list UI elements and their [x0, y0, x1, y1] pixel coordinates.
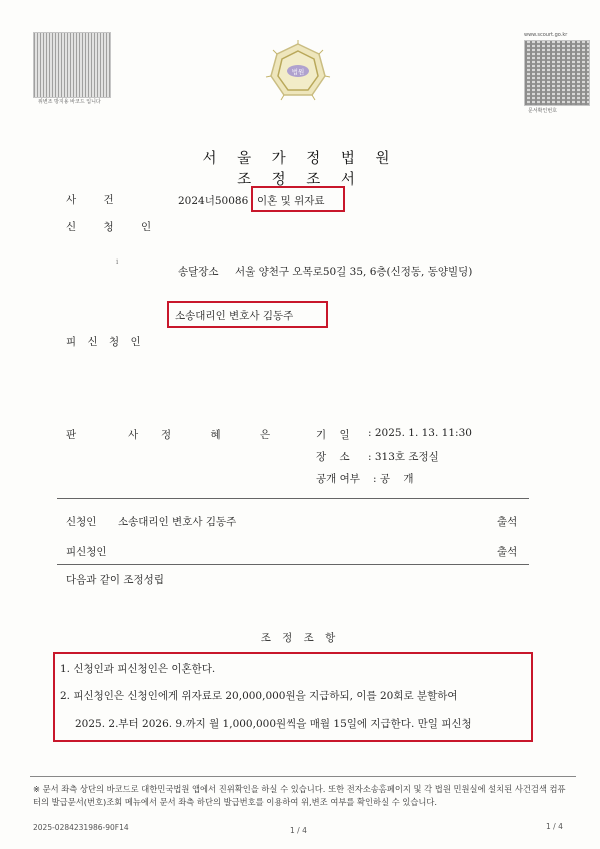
attendance-status: 출석 — [497, 516, 518, 528]
place-label: 장 소 — [316, 451, 350, 463]
attendance-party: 신청인 — [66, 516, 97, 528]
qr-caption: 문서확인번호 — [528, 108, 557, 114]
page-number: 1 / 4 — [290, 826, 307, 835]
barcode-caption: 위변조 방지용 바코드 입니다 — [38, 99, 101, 105]
case-title: 이혼 및 위자료 — [257, 195, 325, 207]
terms-heading: 조 정 조 항 — [260, 632, 340, 644]
judge-label: 판 — [66, 429, 77, 441]
emblem-text: 법원 — [291, 68, 305, 76]
document-qr-code — [524, 40, 590, 106]
authenticity-barcode — [33, 32, 111, 98]
place-value: : 313호 조정실 — [368, 451, 439, 463]
court-name: 서 울 가 정 법 원 — [202, 151, 398, 167]
delivery-address: 서울 양천구 오목로50길 35, 6층(신정동, 동양빌딩) — [235, 266, 473, 278]
divider — [57, 564, 529, 565]
delivery-label: 송달장소 — [178, 266, 219, 278]
judge-name: 정 혜 은 — [161, 429, 289, 441]
applicant-label: 신 청 인 — [66, 221, 164, 233]
footer-divider — [30, 776, 576, 777]
attendance-detail: 소송대리인 변호사 김동주 — [118, 516, 237, 528]
footer-note: ※ 문서 좌측 상단의 바코드로 대한민국법원 앱에서 진위확인을 하실 수 있습니다. 또한 전자소송홈페이지 및 각 법원 민원실에 설치된 사건검색 컴퓨터의 발급문서(번호)조회 메뉴에서 문서 좌측 하단의 발급번호를 이용하여 위,변조 여부를 확인하실 수 있습니다. — [33, 784, 566, 807]
issue-number: 2025-0284231986-90F14 — [33, 823, 129, 832]
term-item-2-line-2: 2025. 2.부터 2026. 9.까지 월 1,000,000원씩을 매월 15일에 지급한다. 만일 피신청 — [75, 718, 472, 730]
case-number: 2024너50086 — [178, 195, 249, 207]
document-title: 조 정 조 서 — [237, 172, 363, 188]
date-label: 기 일 — [316, 429, 350, 441]
respondent-label: 피 신 청 인 — [66, 336, 145, 348]
applicant-counsel: 소송대리인 변호사 김동주 — [175, 310, 294, 322]
mediation-result: 다음과 같이 조정성립 — [66, 574, 164, 586]
attendance-status: 출석 — [497, 546, 518, 558]
divider — [57, 498, 529, 499]
judge-role: 사 — [128, 429, 139, 441]
page-number-right: 1 / 4 — [546, 822, 563, 831]
public-value: : 공 개 — [373, 473, 414, 485]
date-value: : 2025. 1. 13. 11:30 — [368, 427, 472, 439]
court-url: www.scourt.go.kr — [524, 32, 568, 38]
attendance-party: 피신청인 — [66, 546, 107, 558]
case-label: 사 건 — [66, 194, 126, 206]
term-item-1: 1. 신청인과 피신청인은 이혼한다. — [60, 663, 216, 675]
term-item-2-line-1: 2. 피신청인은 신청인에게 위자료로 20,000,000원을 지급하되, 이를 20회로 분할하여 — [60, 690, 458, 702]
court-emblem-icon — [263, 38, 333, 108]
public-label: 공개 여부 — [316, 473, 360, 485]
applicant-mark: i — [116, 258, 119, 266]
